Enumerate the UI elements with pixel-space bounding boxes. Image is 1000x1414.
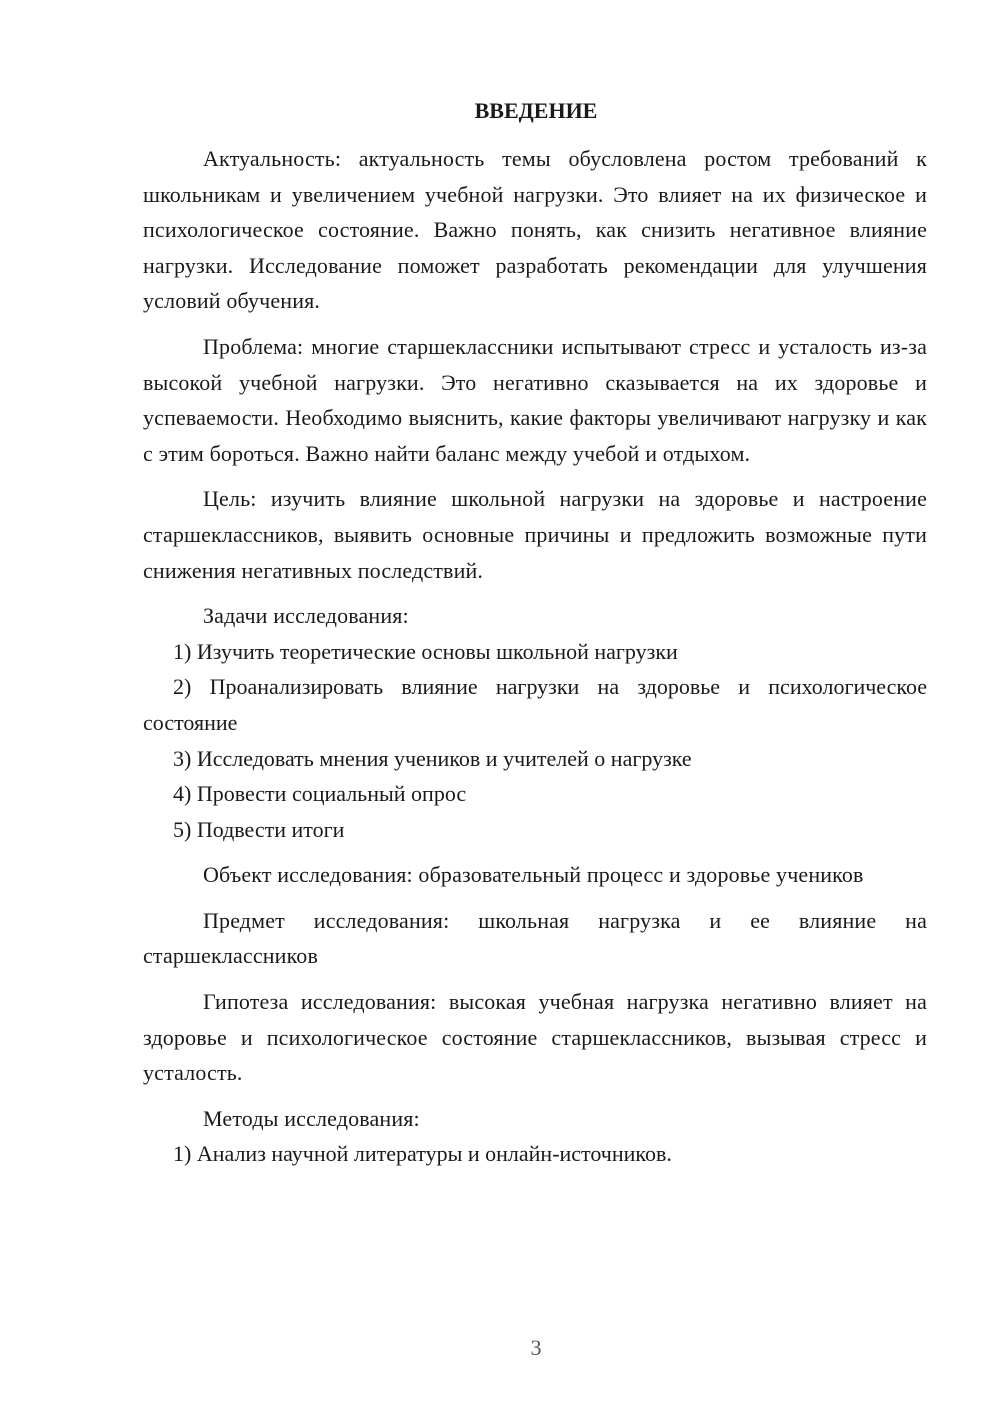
paragraph-methods-heading: Методы исследования: (203, 1105, 420, 1131)
task-item-5: 5) Подвести итоги (173, 816, 345, 842)
task-item-3: 3) Исследовать мнения учеников и учителей о нагрузке (173, 745, 692, 771)
paragraph-hypothesis: Гипотеза исследования: высокая учебная нагрузка негативно влияет на здоровье и психологическое состояние старшеклассников, вызывая стресс и усталость. (143, 989, 927, 1086)
document-body (143, 141, 927, 1172)
method-item-1: 1) Анализ научной литературы и онлайн-источников. (173, 1141, 672, 1167)
page-title: ВВЕДЕНИЕ (474, 98, 598, 123)
paragraph-subject: Предмет исследования: школьная нагрузка и ее влияние на старшеклассников (143, 907, 927, 969)
paragraph-goal: Цель: изучить влияние школьной нагрузки на здоровье и настроение старшеклассников, выявить основные причины и предложить возможные пути снижения негативных последствий. (143, 486, 927, 583)
paragraph-problem: Проблема: многие старшеклассники испытывают стресс и усталость из-за высокой учебной нагрузки. Это негативно сказывается на их здоровье и успеваемости. Необходимо выяснить, какие факторы увеличивают нагрузку и как с этим бороться. Важно найти баланс между учебой и отдыхом. (143, 333, 927, 466)
task-item-2: 2) Проанализировать влияние нагрузки на здоровье и психологическое состояние (143, 674, 927, 735)
paragraph-relevance: Актуальность: актуальность темы обусловлена ростом требований к школьникам и увеличением учебной нагрузки. Это влияет на их физическое и психологическое состояние. Важно понять, как снизить негативное влияние нагрузки. Исследование поможет разработать рекомендации для улучшения условий обучения. (143, 146, 927, 314)
paragraph-object: Объект исследования: образовательный процесс и здоровье учеников (203, 862, 864, 888)
task-item-4: 4) Провести социальный опрос (173, 781, 467, 807)
paragraph-tasks-heading: Задачи исследования: (203, 603, 409, 629)
page-number: 3 (530, 1335, 542, 1360)
task-item-1: 1) Изучить теоретические основы школьной нагрузки (173, 638, 678, 664)
